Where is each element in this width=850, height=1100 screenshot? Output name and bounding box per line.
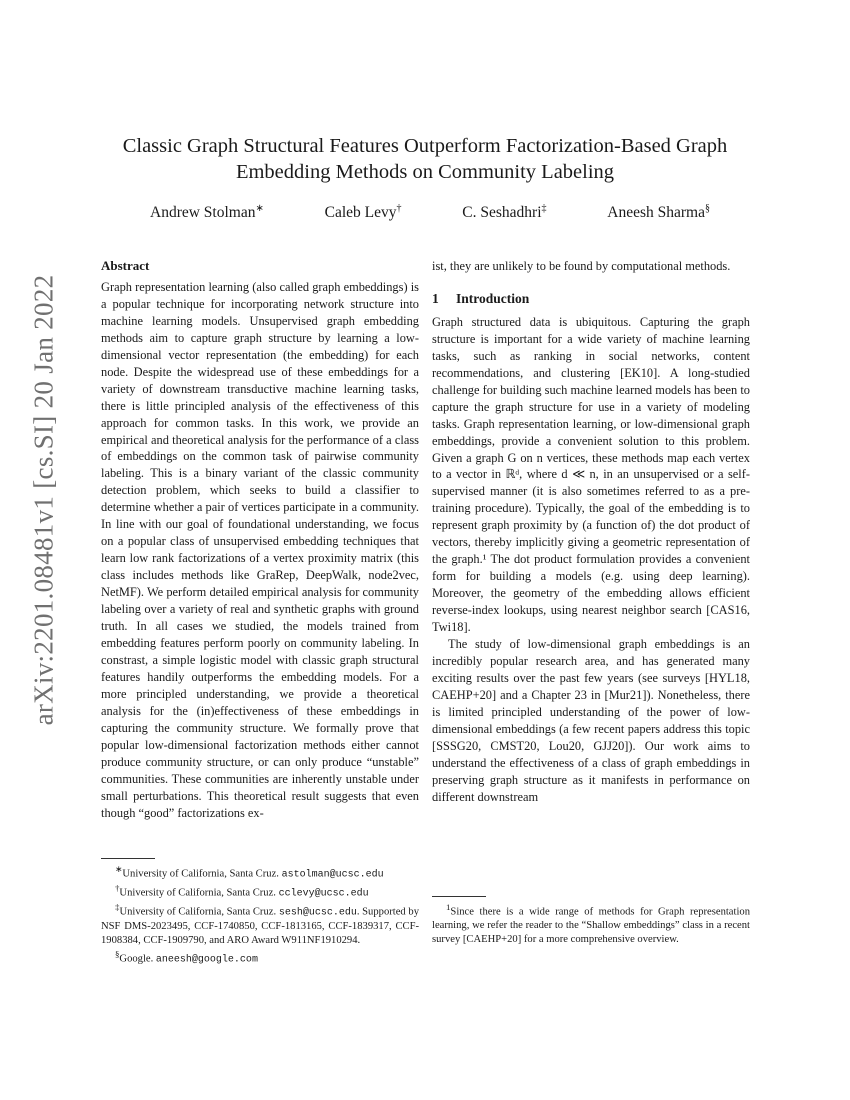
- right-column: [432, 258, 750, 806]
- email-link[interactable]: cclevy@ucsc.edu: [278, 888, 369, 900]
- arxiv-identifier: arXiv:2201.08481v1 [cs.SI] 20 Jan 2022: [28, 274, 59, 726]
- footnote: §Google. aneesh@google.com: [115, 948, 258, 966]
- footnote-rule: [432, 896, 486, 897]
- author: Caleb Levy†: [324, 203, 402, 222]
- footnote: $^1$Since there is a wide range of methods for Graph representation learning, we refer the reader to the “Shallow embeddings” class in a recent survey [CAEHP+20] for a more comprehensive overview.: [432, 902, 750, 945]
- text-footnotes: [432, 896, 750, 946]
- footnote-rule: [101, 858, 155, 859]
- author: Aneesh Sharma§: [607, 203, 710, 222]
- abstract-continuation: ist, they are unlikely to be found by computational methods.: [432, 259, 731, 273]
- left-column: [101, 258, 419, 821]
- author-footnotes: [101, 858, 419, 967]
- arxiv-identifier-sidebar: [24, 274, 64, 726]
- footnote: ‡University of California, Santa Cruz. sesh@ucsc.edu. Supported by NSF DMS-2023495, CCF-1740850, CCF-1813165, CCF-1839317, CCF-1908384, CCF-1909790, and ARO Award W911NF1910294.: [101, 902, 419, 946]
- author: C. Seshadhri‡: [462, 203, 547, 222]
- email-link[interactable]: astolman@ucsc.edu: [281, 869, 384, 881]
- intro-paragraph-2: The study of low-dimensional graph embeddings is an incredibly popular research area, and has generated many exciting results over the past few years (see surveys [HYL18, CAEHP+20] and a Chapter 23 in [Mur21]). Nonetheless, there is limited principled understanding of the power of low-dimensional embeddings (a few recent papers address this topic [SSSG20, CMST20, Lou20, GJJ20]). Our work aims to understand the effectiveness of a class of graph embeddings in preserving graph structure as it manifests in performance on different downstream: [432, 637, 750, 804]
- section-heading: [432, 291, 750, 308]
- author-list: [150, 203, 710, 222]
- paper-title: [85, 133, 765, 185]
- abstract-heading: Abstract: [101, 258, 150, 273]
- section-number: 1: [432, 290, 439, 306]
- author: Andrew Stolman∗: [150, 203, 264, 222]
- section-title: Introduction: [456, 290, 530, 306]
- abstract-text: Graph representation learning (also called graph embeddings) is a popular technique for incorporating network structure into machine learning models. Unsupervised graph embedding methods aim to capture graph structure by learning a low-dimensional vector representation (the embedding) for each node. Despite the widespread use of these embeddings for a variety of downstream transductive machine learning tasks, there is little principled analysis of the effectiveness of this approach for common tasks. In this work, we provide an empirical and theoretical analysis for the performance of a class of embeddings on the common task of pairwise community labeling. This is a binary variant of the classic community detection problem, which seeks to build a classifier to determine whether a pair of vertices participate in a community. In line with our goal of foundational understanding, we focus on a popular class of unsupervised embedding techniques that learn low rank factorizations of a vertex proximity matrix (this class includes methods like GraRep, DeepWalk, node2vec, NetMF). We perform detailed empirical analysis for community labeling over a variety of real and synthetic graphs with ground truth. In all cases we studied, the models trained from embedding features perform poorly on community labeling. In constrast, a simple logistic model with classic graph structural features handily outperforms the embedding models. For a more principled understanding, we provide a theoretical analysis for the (in)effectiveness of these embeddings in capturing the community structure. We formally prove that popular low-dimensional factorization methods either cannot produce community structure, or can only produce “unstable” communities. These communities are inherently unstable under small perturbations. This theoretical result suggests that even though “good” factorizations ex-: [101, 279, 419, 820]
- footnote: †University of California, Santa Cruz. cclevy@ucsc.edu: [115, 883, 369, 900]
- email-link[interactable]: sesh@ucsc.edu: [278, 907, 357, 919]
- intro-paragraph-1: Graph structured data is ubiquitous. Capturing the graph structure is important for a wide variety of machine learning tasks, such as ranking in social networks, content recommendations, and clustering [EK10]. A long-studied challenge for building such machine learned models has been to capture the graph structure for use in a variety of modeling tasks. Graph representation learning, or low-dimensional graph embeddings, provide a convenient solution to this problem. Given a graph G on n vertices, these methods map each vertex to a vector in ℝᵈ, where d ≪ n, in an unsupervised or a self-supervised manner (it is also sometimes referred to as a pre-training procedure). Typically, the goal of the embedding is to represent graph proximity by (a function of) the dot product of vectors, thereby implicitly giving a geometric representation of the graph.¹ The dot product formulation provides a convenient form for building a models (e.g. using deep learning). Moreover, the geometry of the embedding allows efficient reverse-index lookups, using nearest neighbor search [CAS16, Twi18].: [432, 314, 750, 635]
- title-line: Embedding Methods on Community Labeling: [235, 161, 615, 183]
- email-link[interactable]: aneesh@google.com: [155, 954, 258, 966]
- footnote: ∗University of California, Santa Cruz. astolman@ucsc.edu: [115, 864, 384, 881]
- title-line: Classic Graph Structural Features Outperform Factorization-Based Graph: [122, 135, 728, 157]
